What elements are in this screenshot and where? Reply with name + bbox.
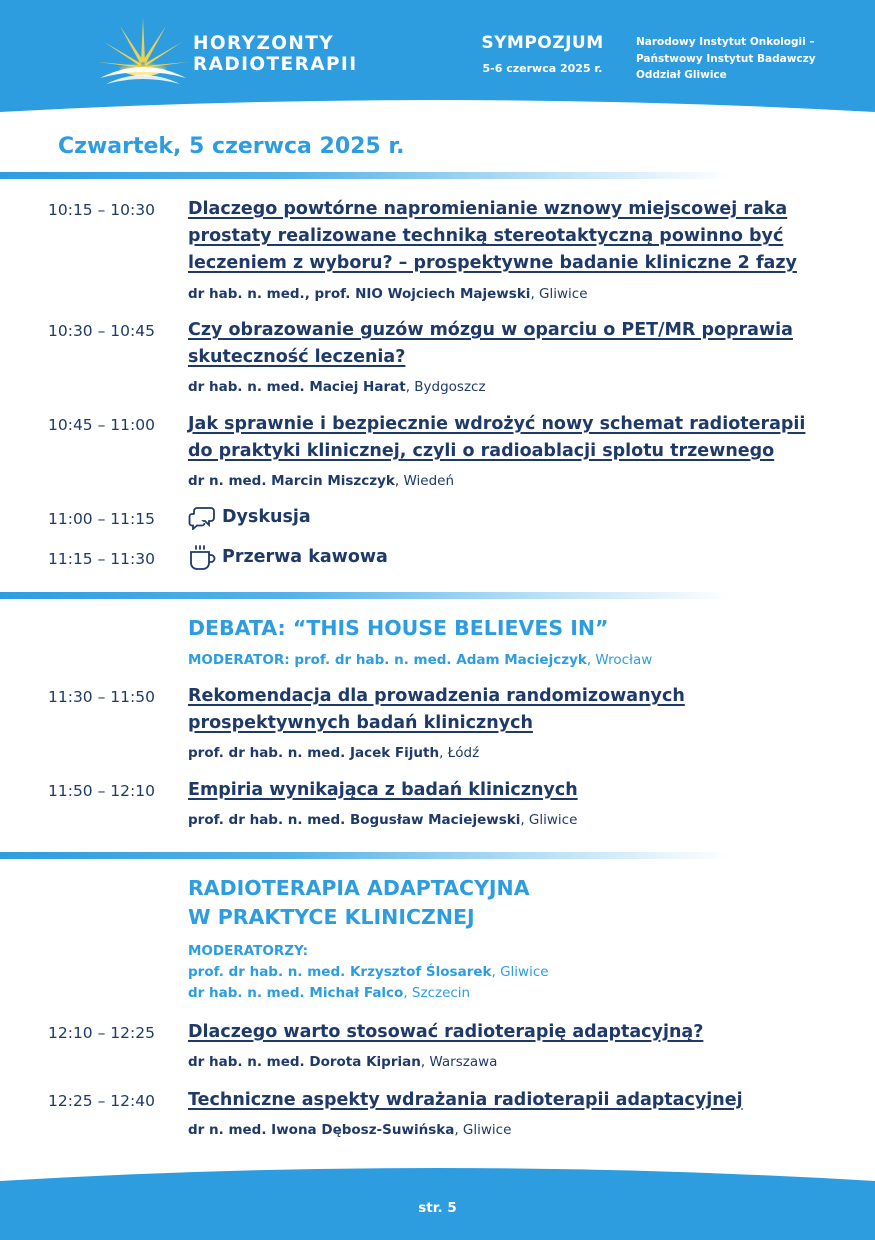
talk-title-line: leczeniem z wyboru? – prospektywne badanie kliniczne 2 fazy <box>188 253 797 273</box>
session-time: 11:50 – 12:10 <box>48 782 155 800</box>
session-time: 11:30 – 11:50 <box>48 688 155 706</box>
talk-title-line: prospektywnych badań klinicznych <box>188 713 533 733</box>
symposium-dates: 5-6 czerwca 2025 r. <box>482 62 603 75</box>
talk-title <box>188 411 848 465</box>
symposium-title: SYMPOZJUM <box>481 33 604 53</box>
institute-line-1: Narodowy Instytut Onkologii – <box>636 36 815 48</box>
talk-title <box>188 777 848 804</box>
speaker <box>188 1054 497 1070</box>
speaker-city: , Łódź <box>439 745 480 761</box>
talk-title <box>188 1087 848 1114</box>
speaker-name: dr hab. n. med. Maciej Harat <box>188 379 406 395</box>
speaker <box>188 286 588 302</box>
section-divider <box>0 172 730 179</box>
talk-title-line: Czy obrazowanie guzów mózgu w oparciu o PET/MR poprawia <box>188 320 793 340</box>
talk-title-line: Jak sprawnie i bezpiecznie wdrożyć nowy schemat radioterapii <box>188 414 806 434</box>
speaker-name: prof. dr hab. n. med. Jacek Fijuth <box>188 745 440 761</box>
institute-line-2: Państwowy Instytut Badawczy <box>636 52 816 65</box>
section-divider <box>0 852 730 859</box>
talk-title-line: Techniczne aspekty wdrażania radioterapii adaptacyjnej <box>188 1090 743 1110</box>
coffee-break-label: Przerwa kawowa <box>222 547 388 567</box>
session-time: 12:10 – 12:25 <box>48 1024 155 1042</box>
institute-line-3: Oddział Gliwice <box>636 69 727 81</box>
symposium-block <box>455 33 630 76</box>
logo-line-2: RADIOTERAPII <box>193 54 358 75</box>
speaker-city: , Bydgoszcz <box>405 379 486 395</box>
adaptive-heading <box>188 874 530 932</box>
event-logo-text <box>193 33 357 75</box>
session-time: 11:15 – 11:30 <box>48 550 155 568</box>
moderator-city: , Wrocław <box>586 652 653 668</box>
talk-title <box>188 317 848 371</box>
chat-bubbles-icon <box>188 506 216 530</box>
speaker <box>188 745 479 761</box>
adaptive-heading-line-2: W PRAKTYCE KLINICZNEJ <box>188 905 475 929</box>
coffee-cup-icon <box>188 544 216 572</box>
session-time: 10:15 – 10:30 <box>48 201 155 219</box>
institute-name <box>636 34 816 84</box>
page-header <box>0 0 875 130</box>
speaker-name: dr n. med. Marcin Miszczyk <box>188 473 395 489</box>
talk-title-line: Dlaczego powtórne napromienianie wznowy miejscowej raka <box>188 199 788 219</box>
debate-moderator <box>188 650 652 671</box>
speaker-name: dr hab. n. med., prof. NIO Wojciech Majewski <box>188 286 531 302</box>
talk-title-line: do praktyki klinicznej, czyli o radioablacji splotu trzewnego <box>188 441 775 461</box>
talk-title <box>188 1019 848 1046</box>
speaker-name: dr hab. n. med. Dorota Kiprian <box>188 1054 421 1070</box>
speaker <box>188 473 454 489</box>
speaker-city: , Gliwice <box>454 1122 512 1138</box>
session-time: 10:30 – 10:45 <box>48 322 155 340</box>
day-heading: Czwartek, 5 czerwca 2025 r. <box>58 134 405 159</box>
discussion-label: Dyskusja <box>222 507 311 527</box>
speaker <box>188 1122 511 1138</box>
speaker-city: , Gliwice <box>530 286 588 302</box>
adaptive-moderators <box>188 941 549 1004</box>
session-time: 11:00 – 11:15 <box>48 510 155 528</box>
session-time: 10:45 – 11:00 <box>48 416 155 434</box>
moderator-name: dr hab. n. med. Michał Falco <box>188 985 404 1001</box>
talk-title <box>188 683 848 737</box>
session-time: 12:25 – 12:40 <box>48 1092 155 1110</box>
moderator-name: MODERATOR: prof. dr hab. n. med. Adam Maciejczyk <box>188 652 587 668</box>
speaker <box>188 812 577 828</box>
sun-icon <box>98 16 188 88</box>
speaker-name: dr n. med. Iwona Dębosz-Suwińska <box>188 1122 455 1138</box>
talk-title-line: skuteczność leczenia? <box>188 347 406 367</box>
section-divider <box>0 592 730 599</box>
speaker-city: , Warszawa <box>420 1054 498 1070</box>
talk-title-line: Rekomendacja dla prowadzenia randomizowanych <box>188 686 685 706</box>
speaker-city: , Wiedeń <box>394 473 455 489</box>
moderator-city: , Gliwice <box>491 964 549 980</box>
talk-title <box>188 196 848 277</box>
talk-title-line: Dlaczego warto stosować radioterapię adaptacyjną? <box>188 1022 704 1042</box>
speaker <box>188 379 486 395</box>
talk-title-line: Empiria wynikająca z badań klinicznych <box>188 780 578 800</box>
speaker-name: prof. dr hab. n. med. Bogusław Maciejewski <box>188 812 521 828</box>
adaptive-heading-line-1: RADIOTERAPIA ADAPTACYJNA <box>188 876 530 900</box>
moderator-name: prof. dr hab. n. med. Krzysztof Ślosarek <box>188 964 492 980</box>
debate-heading: DEBATA: “THIS HOUSE BELIEVES IN” <box>188 616 609 640</box>
speaker-city: , Gliwice <box>520 812 578 828</box>
logo-line-1: HORYZONTY <box>193 33 335 54</box>
page-number: str. 5 <box>418 1200 457 1216</box>
talk-title-line: prostaty realizowane techniką stereotaktyczną powinno być <box>188 226 784 246</box>
moderator-city: , Szczecin <box>403 985 471 1001</box>
moderators-label: MODERATORZY: <box>188 943 309 959</box>
